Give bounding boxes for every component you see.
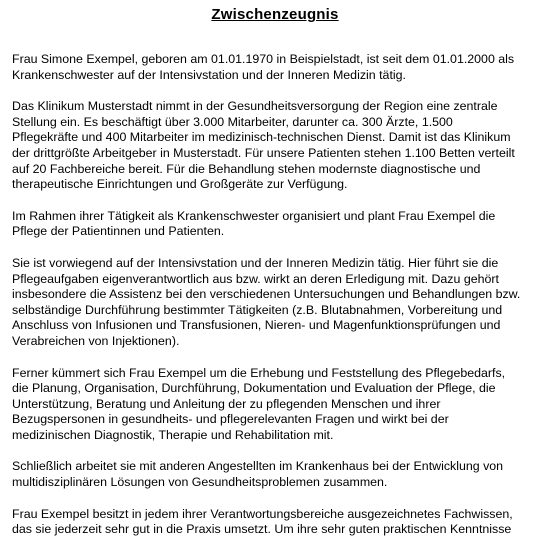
paragraph-clinic-description: Das Klinikum Musterstadt nimmt in der Gesundheitsversorgung der Region eine zentrale Stellung ein. Es beschäftigt über 3.000 Mitarbeiter, darunter ca. 300 Ärzte, 1.500 Pflegekräfte und 400 Mitarbeiter im medizinisch-technischen Dienst. Damit ist das Klinikum der drittgrößte Arbeitgeber in Musterstadt. Für unsere Patienten stehen 1.100 Betten verteilt auf 20 Fachbereiche bereit. Für die Behandlung stehen modernste diagnostische und therapeutische Einrichtungen und Großgeräte zur Verfügung. — [12, 99, 515, 192]
paragraph-employment-intro: Frau Simone Exempel, geboren am 01.01.1970 in Beispielstadt, ist seit dem 01.01.2000 als Krankenschwester auf der Intensivstation und der Inneren Medizin tätig. — [12, 52, 515, 82]
paragraph-expertise: Frau Exempel besitzt in jedem ihrer Verantwortungsbereiche ausgezeichnetes Fachwissen, das sie jederzeit sehr gut in die Praxis umsetzt. Um ihre sehr guten praktischen Kenntnisse — [12, 506, 513, 537]
paragraph-role-summary: Im Rahmen ihrer Tätigkeit als Krankenschwester organisiert und plant Frau Exempel die Pflege der Patientinnen und Patienten. — [12, 208, 496, 239]
document-title: Zwischenzeugnis — [211, 6, 339, 23]
paragraph-duties: Sie ist vorwiegend auf der Intensivstation und der Inneren Medizin tätig. Hier führt sie die Pflegeaufgaben eigenverantwortlich aus bzw. wirkt an deren Erledigung mit. Dazu gehört insbesondere die Assistenz bei den verschiedenen Untersuchungen und Behandlungen bzw. selbständige Durchführung bestimmter Tätigkeiten (z.B. Blutabnahmen, Vorbereitung und Anschluss von Infusionen und Transfusionen, Nieren- und Magenfunktionsprüfungen und Verabreichen von Injektionen). — [12, 255, 521, 348]
paragraph-care-process: Ferner kümmert sich Frau Exempel um die Erhebung und Feststellung des Pflegebedarfs, die Planung, Organisation, Durchführung, Dokumentation und Evaluation der Pflege, die Unterstützung, Beratung und Anleitung der zu pflegenden Menschen und ihrer Bezugspersonen in gesundheits- und pflegerelevanten Fragen und wirkt bei der medizinischen Diagnostik, Therapie und Rehabilitation mit. — [12, 365, 506, 442]
paragraph-collaboration: Schließlich arbeitet sie mit anderen Angestellten im Krankenhaus bei der Entwicklung von multidisziplinären Lösungen von Gesundheitsproblemen zusammen. — [12, 459, 504, 490]
document-body — [12, 52, 546, 554]
